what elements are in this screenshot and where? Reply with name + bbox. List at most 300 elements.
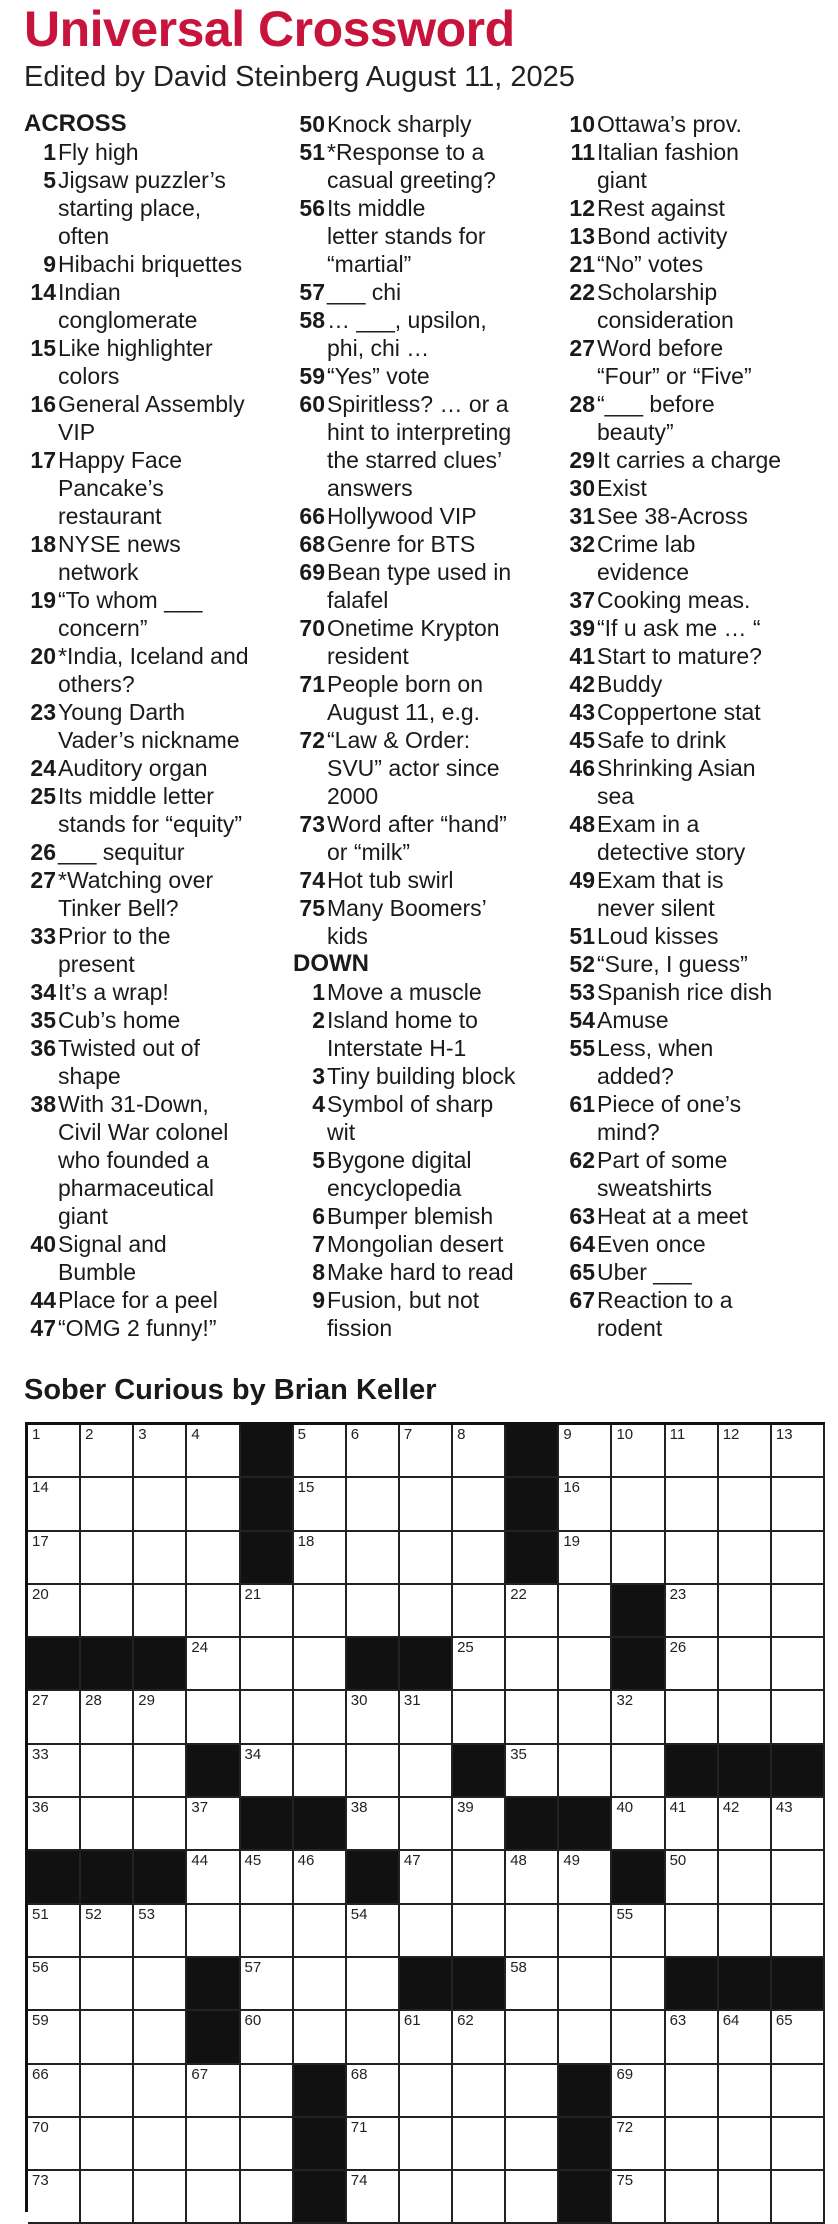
cell-number: 1 bbox=[32, 1426, 41, 1443]
grid-cell[interactable] bbox=[772, 2011, 825, 2064]
clue-number: 7 bbox=[312, 1231, 325, 1257]
grid-cell[interactable] bbox=[453, 1851, 506, 1904]
across-clue bbox=[24, 698, 284, 754]
cell-number: 12 bbox=[722, 1426, 740, 1443]
down-clue bbox=[563, 250, 823, 278]
clue-text: Like highlighter colors bbox=[58, 335, 213, 389]
grid-cell[interactable] bbox=[347, 1478, 400, 1531]
clue-text: Auditory organ bbox=[58, 755, 208, 781]
grid-cell[interactable] bbox=[400, 2171, 453, 2224]
grid-cell[interactable] bbox=[241, 2011, 294, 2064]
cell-number: 61 bbox=[403, 2012, 421, 2030]
grid-cell[interactable] bbox=[612, 1745, 665, 1798]
grid-cell[interactable] bbox=[134, 1745, 187, 1798]
clue-number: 38 bbox=[30, 1091, 56, 1117]
across-clue bbox=[24, 1090, 284, 1230]
grid-cell[interactable] bbox=[719, 2118, 772, 2171]
grid-cell[interactable] bbox=[559, 1425, 612, 1478]
down-clue bbox=[293, 1146, 553, 1202]
grid-cell[interactable] bbox=[772, 2065, 825, 2118]
grid-cell[interactable] bbox=[187, 1851, 240, 1904]
black-square bbox=[506, 1798, 559, 1851]
grid-cell[interactable] bbox=[294, 1958, 347, 2011]
down-clue bbox=[563, 1258, 823, 1286]
clue-text: Safe to drink bbox=[597, 727, 727, 753]
grid-cell[interactable] bbox=[81, 1478, 134, 1531]
grid-cell[interactable] bbox=[28, 1745, 81, 1798]
grid-cell[interactable] bbox=[347, 1798, 400, 1851]
down-clue bbox=[563, 670, 823, 698]
grid-cell[interactable] bbox=[719, 1532, 772, 1585]
black-square bbox=[559, 2065, 612, 2118]
puzzle-title: Sober Curious by Brian Keller bbox=[24, 1374, 437, 1406]
grid-cell[interactable] bbox=[612, 2171, 665, 2224]
grid-cell[interactable] bbox=[772, 1425, 825, 1478]
grid-cell[interactable] bbox=[772, 2118, 825, 2171]
grid-cell[interactable] bbox=[134, 2118, 187, 2171]
cell-number: 28 bbox=[85, 1692, 102, 1710]
grid-cell[interactable] bbox=[28, 1798, 81, 1851]
cell-number: 47 bbox=[403, 1852, 421, 1870]
cell-number: 57 bbox=[244, 1958, 262, 1976]
grid-cell[interactable] bbox=[719, 1478, 772, 1531]
grid-cell[interactable] bbox=[719, 2011, 772, 2064]
grid-cell[interactable] bbox=[719, 1851, 772, 1904]
grid-cell[interactable] bbox=[400, 1905, 453, 1958]
grid-cell[interactable] bbox=[666, 2065, 719, 2118]
grid-cell[interactable] bbox=[134, 1958, 187, 2011]
grid-cell[interactable] bbox=[453, 1425, 506, 1478]
clue-number: 33 bbox=[30, 923, 56, 949]
grid-cell[interactable] bbox=[400, 2011, 453, 2064]
clue-text: Twisted out of shape bbox=[58, 1035, 200, 1089]
grid-cell[interactable] bbox=[719, 1585, 772, 1638]
grid-cell[interactable] bbox=[187, 1532, 240, 1585]
cell-number: 60 bbox=[244, 2012, 262, 2030]
grid-cell[interactable] bbox=[28, 1691, 81, 1744]
clue-number: 13 bbox=[569, 223, 595, 249]
down-clue bbox=[563, 614, 823, 642]
grid-cell[interactable] bbox=[241, 1745, 294, 1798]
grid-cell[interactable] bbox=[612, 1425, 665, 1478]
black-square bbox=[719, 1958, 772, 2011]
clue-text: Ottawa’s prov. bbox=[597, 111, 742, 137]
grid-cell[interactable] bbox=[400, 1851, 453, 1904]
grid-cell[interactable] bbox=[400, 1691, 453, 1744]
grid-cell[interactable] bbox=[347, 2118, 400, 2171]
grid-cell[interactable] bbox=[187, 2171, 240, 2224]
grid-cell[interactable] bbox=[81, 1585, 134, 1638]
cell-number: 65 bbox=[775, 2012, 793, 2030]
grid-cell[interactable] bbox=[719, 1905, 772, 1958]
clue-number: 52 bbox=[569, 951, 595, 977]
clue-text: With 31-Down, Civil War colonel who founded a pharmaceutical giant bbox=[58, 1091, 229, 1229]
clue-text: Less, when added? bbox=[597, 1035, 714, 1089]
grid-cell[interactable] bbox=[187, 2118, 240, 2171]
down-clue bbox=[293, 1258, 553, 1286]
across-clue bbox=[293, 194, 553, 278]
grid-cell[interactable] bbox=[559, 2011, 612, 2064]
clue-number: 59 bbox=[299, 363, 325, 389]
grid-cell[interactable] bbox=[347, 1585, 400, 1638]
grid-cell[interactable] bbox=[666, 1638, 719, 1691]
grid-cell[interactable] bbox=[772, 1905, 825, 1958]
grid-cell[interactable] bbox=[294, 1638, 347, 1691]
clue-text: “To whom ___ concern” bbox=[58, 587, 203, 641]
grid-cell[interactable] bbox=[28, 1905, 81, 1958]
grid-cell[interactable] bbox=[81, 1958, 134, 2011]
grid-cell[interactable] bbox=[506, 2118, 559, 2171]
grid-cell[interactable] bbox=[400, 1532, 453, 1585]
grid-cell[interactable] bbox=[294, 1585, 347, 1638]
grid-cell[interactable] bbox=[612, 1691, 665, 1744]
across-clue bbox=[24, 586, 284, 642]
grid-cell[interactable] bbox=[506, 1851, 559, 1904]
cell-number: 19 bbox=[563, 1532, 581, 1550]
down-clue bbox=[563, 222, 823, 250]
grid-cell[interactable] bbox=[506, 2011, 559, 2064]
grid-cell[interactable] bbox=[453, 1638, 506, 1691]
grid-cell[interactable] bbox=[187, 2065, 240, 2118]
grid-cell[interactable] bbox=[719, 2171, 772, 2224]
grid-cell[interactable] bbox=[612, 2011, 665, 2064]
clue-number: 75 bbox=[299, 895, 325, 921]
grid-cell[interactable] bbox=[81, 2011, 134, 2064]
clue-text: NYSE news network bbox=[58, 531, 181, 585]
clue-number: 11 bbox=[570, 139, 595, 165]
grid-cell[interactable] bbox=[453, 1478, 506, 1531]
cell-number: 37 bbox=[191, 1799, 209, 1817]
clue-number: 66 bbox=[299, 503, 325, 529]
grid-cell[interactable] bbox=[400, 1745, 453, 1798]
clue-number: 67 bbox=[569, 1287, 595, 1313]
across-clue bbox=[293, 810, 553, 866]
grid-cell[interactable] bbox=[666, 1691, 719, 1744]
grid-cell[interactable] bbox=[134, 1905, 187, 1958]
grid-cell[interactable] bbox=[772, 1798, 825, 1851]
grid-cell[interactable] bbox=[294, 1532, 347, 1585]
black-square bbox=[241, 1425, 294, 1478]
grid-cell[interactable] bbox=[294, 1905, 347, 1958]
grid-cell[interactable] bbox=[772, 1478, 825, 1531]
grid-cell[interactable] bbox=[453, 2065, 506, 2118]
grid-cell[interactable] bbox=[294, 1745, 347, 1798]
across-clue bbox=[24, 754, 284, 782]
clue-number: 69 bbox=[299, 559, 325, 585]
grid-cell[interactable] bbox=[28, 2118, 81, 2171]
clue-text: Signal and Bumble bbox=[58, 1231, 167, 1285]
grid-cell[interactable] bbox=[559, 1478, 612, 1531]
grid-cell[interactable] bbox=[187, 1638, 240, 1691]
grid-cell[interactable] bbox=[347, 1691, 400, 1744]
grid-cell[interactable] bbox=[453, 2011, 506, 2064]
grid-cell[interactable] bbox=[559, 1958, 612, 2011]
grid-cell[interactable] bbox=[506, 2065, 559, 2118]
grid-cell[interactable] bbox=[666, 2118, 719, 2171]
clue-text: Island home to Interstate H-1 bbox=[327, 1007, 478, 1061]
grid-cell[interactable] bbox=[187, 1585, 240, 1638]
grid-cell[interactable] bbox=[400, 1798, 453, 1851]
grid-cell[interactable] bbox=[400, 1425, 453, 1478]
grid-cell[interactable] bbox=[612, 2118, 665, 2171]
clue-number: 40 bbox=[30, 1231, 56, 1257]
grid-cell[interactable] bbox=[559, 1745, 612, 1798]
grid-cell[interactable] bbox=[187, 1905, 240, 1958]
grid-cell[interactable] bbox=[506, 1585, 559, 1638]
grid-cell[interactable] bbox=[294, 1851, 347, 1904]
grid-cell[interactable] bbox=[81, 1905, 134, 1958]
grid-cell[interactable] bbox=[453, 2171, 506, 2224]
grid-cell[interactable] bbox=[241, 1905, 294, 1958]
clue-text: Happy Face Pancake’s restaurant bbox=[58, 447, 183, 529]
grid-cell[interactable] bbox=[612, 1532, 665, 1585]
grid-cell[interactable] bbox=[28, 1585, 81, 1638]
clue-number: 14 bbox=[30, 279, 56, 305]
clue-number: 49 bbox=[569, 867, 595, 893]
cell-number: 25 bbox=[457, 1639, 474, 1657]
grid-cell[interactable] bbox=[241, 2171, 294, 2224]
grid-cell[interactable] bbox=[28, 1958, 81, 2011]
clue-text: Word after “hand” or “milk” bbox=[327, 811, 507, 865]
grid-cell[interactable] bbox=[506, 1638, 559, 1691]
grid-cell[interactable] bbox=[772, 1638, 825, 1691]
grid-cell[interactable] bbox=[559, 1585, 612, 1638]
grid-cell[interactable] bbox=[241, 1691, 294, 1744]
grid-cell[interactable] bbox=[81, 1532, 134, 1585]
clue-number: 32 bbox=[569, 531, 595, 557]
clue-number: 65 bbox=[569, 1259, 595, 1285]
across-clue bbox=[293, 894, 553, 950]
down-clue bbox=[563, 334, 823, 390]
cell-number: 58 bbox=[510, 1958, 527, 1976]
grid-cell[interactable] bbox=[506, 1958, 559, 2011]
grid-cell[interactable] bbox=[81, 2171, 134, 2224]
grid-cell[interactable] bbox=[134, 1478, 187, 1531]
across-clue bbox=[24, 978, 284, 1006]
black-square bbox=[294, 1798, 347, 1851]
grid-cell[interactable] bbox=[559, 1638, 612, 1691]
cell-number: 22 bbox=[510, 1585, 527, 1603]
across-clue bbox=[24, 1286, 284, 1314]
cell-number: 64 bbox=[722, 2012, 740, 2030]
clue-number: 42 bbox=[569, 671, 595, 697]
black-square bbox=[559, 1798, 612, 1851]
grid-cell[interactable] bbox=[241, 1638, 294, 1691]
cell-number: 32 bbox=[616, 1692, 634, 1710]
grid-cell[interactable] bbox=[506, 1745, 559, 1798]
grid-cell[interactable] bbox=[506, 1691, 559, 1744]
cell-number: 10 bbox=[616, 1426, 634, 1443]
grid-cell[interactable] bbox=[772, 1851, 825, 1904]
black-square bbox=[612, 1638, 665, 1691]
grid-cell[interactable] bbox=[400, 2065, 453, 2118]
black-square bbox=[400, 1958, 453, 2011]
grid-cell[interactable] bbox=[241, 2065, 294, 2118]
grid-cell[interactable] bbox=[347, 1745, 400, 1798]
grid-cell[interactable] bbox=[294, 1478, 347, 1531]
clue-text: Bond activity bbox=[597, 223, 728, 249]
clue-number: 26 bbox=[30, 839, 56, 865]
grid-cell[interactable] bbox=[28, 2065, 81, 2118]
grid-cell[interactable] bbox=[506, 2171, 559, 2224]
grid-cell[interactable] bbox=[28, 1478, 81, 1531]
grid-cell[interactable] bbox=[134, 2065, 187, 2118]
down-clue bbox=[563, 726, 823, 754]
grid-cell[interactable] bbox=[347, 1532, 400, 1585]
down-clue bbox=[293, 978, 553, 1006]
clue-number: 47 bbox=[30, 1315, 56, 1341]
clue-text: “No” votes bbox=[597, 251, 704, 277]
across-clue bbox=[24, 1034, 284, 1090]
grid-cell[interactable] bbox=[81, 1425, 134, 1478]
grid-cell[interactable] bbox=[453, 2118, 506, 2171]
grid-cell[interactable] bbox=[772, 2171, 825, 2224]
clue-column-3 bbox=[563, 110, 823, 1342]
cell-number: 23 bbox=[669, 1585, 687, 1603]
page-title: Universal Crossword bbox=[24, 1, 515, 57]
grid-cell[interactable] bbox=[187, 1691, 240, 1744]
grid-cell[interactable] bbox=[453, 1798, 506, 1851]
grid-cell[interactable] bbox=[294, 1425, 347, 1478]
across-clue bbox=[24, 278, 284, 334]
grid-cell[interactable] bbox=[134, 1585, 187, 1638]
grid-cell[interactable] bbox=[347, 2011, 400, 2064]
clue-number: 12 bbox=[569, 195, 595, 221]
grid-cell[interactable] bbox=[612, 1478, 665, 1531]
grid-cell[interactable] bbox=[666, 1478, 719, 1531]
grid-cell[interactable] bbox=[453, 1532, 506, 1585]
black-square bbox=[187, 1745, 240, 1798]
grid-cell[interactable] bbox=[347, 2065, 400, 2118]
grid-cell[interactable] bbox=[612, 1798, 665, 1851]
down-clue bbox=[563, 978, 823, 1006]
black-square bbox=[241, 1532, 294, 1585]
grid-cell[interactable] bbox=[81, 1745, 134, 1798]
grid-cell[interactable] bbox=[134, 2011, 187, 2064]
clue-number: 60 bbox=[299, 391, 325, 417]
clue-text: Its middle letter stands for “martial” bbox=[327, 195, 486, 277]
grid-cell[interactable] bbox=[772, 1585, 825, 1638]
grid-cell[interactable] bbox=[241, 1585, 294, 1638]
grid-cell[interactable] bbox=[559, 1851, 612, 1904]
grid-cell[interactable] bbox=[134, 1798, 187, 1851]
clue-number: 15 bbox=[30, 335, 56, 361]
grid-cell[interactable] bbox=[559, 1905, 612, 1958]
down-clue bbox=[563, 530, 823, 586]
across-clue bbox=[24, 642, 284, 698]
grid-cell[interactable] bbox=[81, 1691, 134, 1744]
grid-cell[interactable] bbox=[719, 2065, 772, 2118]
grid-cell[interactable] bbox=[347, 1958, 400, 2011]
grid-cell[interactable] bbox=[81, 2065, 134, 2118]
cell-number: 56 bbox=[32, 1958, 49, 1976]
grid-cell[interactable] bbox=[719, 1425, 772, 1478]
grid-cell[interactable] bbox=[612, 1905, 665, 1958]
grid-cell[interactable] bbox=[666, 1585, 719, 1638]
grid-cell[interactable] bbox=[134, 1532, 187, 1585]
black-square bbox=[666, 1958, 719, 2011]
grid-cell[interactable] bbox=[453, 1905, 506, 1958]
grid-cell[interactable] bbox=[719, 1798, 772, 1851]
grid-cell[interactable] bbox=[719, 1691, 772, 1744]
grid-cell[interactable] bbox=[719, 1638, 772, 1691]
grid-cell[interactable] bbox=[772, 1691, 825, 1744]
grid-cell[interactable] bbox=[559, 1532, 612, 1585]
grid-cell[interactable] bbox=[28, 2171, 81, 2224]
grid-cell[interactable] bbox=[187, 1798, 240, 1851]
grid-cell[interactable] bbox=[134, 1691, 187, 1744]
clue-text: *India, Iceland and others? bbox=[58, 643, 249, 697]
grid-cell[interactable] bbox=[772, 1532, 825, 1585]
clue-text: “Yes” vote bbox=[327, 363, 430, 389]
grid-cell[interactable] bbox=[506, 1905, 559, 1958]
grid-cell[interactable] bbox=[612, 2065, 665, 2118]
clue-number: 2 bbox=[312, 1007, 325, 1033]
cell-number: 50 bbox=[669, 1852, 687, 1870]
down-clue bbox=[563, 810, 823, 866]
grid-cell[interactable] bbox=[134, 2171, 187, 2224]
cell-number: 48 bbox=[510, 1852, 527, 1870]
clue-text: General Assembly VIP bbox=[58, 391, 245, 445]
clue-number: 22 bbox=[569, 279, 595, 305]
grid-cell[interactable] bbox=[294, 2011, 347, 2064]
clue-number: 20 bbox=[30, 643, 56, 669]
grid-cell[interactable] bbox=[241, 2118, 294, 2171]
grid-cell[interactable] bbox=[241, 1851, 294, 1904]
grid-cell[interactable] bbox=[666, 2171, 719, 2224]
grid-cell[interactable] bbox=[453, 1691, 506, 1744]
grid-cell[interactable] bbox=[666, 2011, 719, 2064]
clue-text: Bean type used in falafel bbox=[327, 559, 512, 613]
cell-number: 49 bbox=[563, 1852, 581, 1870]
grid-cell[interactable] bbox=[666, 1798, 719, 1851]
clue-text: Cooking meas. bbox=[597, 587, 751, 613]
grid-cell[interactable] bbox=[453, 1585, 506, 1638]
grid-cell[interactable] bbox=[400, 1478, 453, 1531]
grid-cell[interactable] bbox=[294, 1691, 347, 1744]
grid-cell[interactable] bbox=[666, 1905, 719, 1958]
grid-cell[interactable] bbox=[666, 1425, 719, 1478]
clue-number: 6 bbox=[312, 1203, 325, 1229]
grid-cell[interactable] bbox=[666, 1532, 719, 1585]
down-clue bbox=[563, 950, 823, 978]
grid-cell[interactable] bbox=[28, 1425, 81, 1478]
grid-cell[interactable] bbox=[187, 1425, 240, 1478]
across-clue bbox=[24, 922, 284, 978]
grid-cell[interactable] bbox=[134, 1425, 187, 1478]
grid-cell[interactable] bbox=[347, 1425, 400, 1478]
down-clue bbox=[293, 1062, 553, 1090]
grid-cell[interactable] bbox=[81, 2118, 134, 2171]
grid-cell[interactable] bbox=[241, 1958, 294, 2011]
across-clue bbox=[24, 1314, 284, 1342]
cell-number: 18 bbox=[297, 1532, 315, 1550]
cell-number: 16 bbox=[563, 1479, 581, 1497]
grid-cell[interactable] bbox=[28, 1532, 81, 1585]
grid-cell[interactable] bbox=[666, 1851, 719, 1904]
grid-cell[interactable] bbox=[347, 1905, 400, 1958]
grid-cell[interactable] bbox=[559, 1691, 612, 1744]
grid-cell[interactable] bbox=[400, 1585, 453, 1638]
across-clue bbox=[293, 390, 553, 502]
grid-cell[interactable] bbox=[400, 2118, 453, 2171]
grid-cell[interactable] bbox=[347, 2171, 400, 2224]
grid-cell[interactable] bbox=[28, 2011, 81, 2064]
grid-cell[interactable] bbox=[81, 1798, 134, 1851]
grid-cell[interactable] bbox=[612, 1958, 665, 2011]
clue-number: 43 bbox=[569, 699, 595, 725]
grid-cell[interactable] bbox=[187, 1478, 240, 1531]
